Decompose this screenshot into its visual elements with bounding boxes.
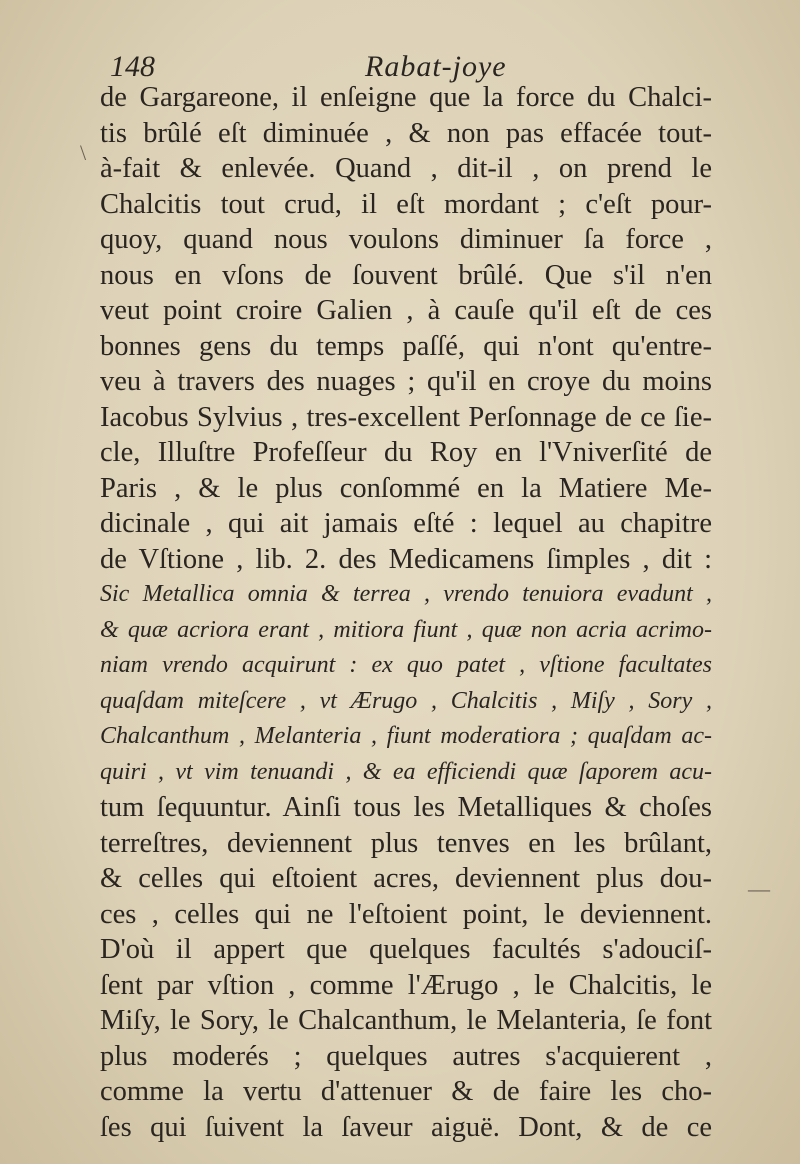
running-title: Rabat-joye <box>365 50 507 83</box>
text-line: de Vſtione , lib. 2. des Medicamens ſimples , dit : <box>100 543 712 575</box>
latin-quote-line: Sic Metallica omnia & terrea , vrendo tenuiora evadunt , <box>100 581 712 607</box>
text-line: de Gargareone, il enſeigne que la force du Chalci- <box>100 82 712 113</box>
text-line: tis brûlé eſt diminuée , & non pas effacée tout- <box>100 117 712 149</box>
text-line: à-fait & enlevée. Quand , dit-il , on prend le <box>100 153 712 184</box>
text-line: Chalcitis tout crud, il eſt mordant ; c'eſt pour- <box>100 188 712 220</box>
text-line: tum ſequuntur. Ainſi tous les Metalliques & choſes <box>100 792 712 823</box>
margin-mark: \ <box>80 140 87 165</box>
latin-quote-line: & quæ acriora erant , mitiora fiunt , quæ non acria acrimo- <box>100 616 712 643</box>
text-line: ſent par vſtion , comme l'Ærugo , le Chalcitis, le <box>100 969 712 1001</box>
text-line: nous en vſons de ſouvent brûlé. Que s'il n'en <box>100 259 712 291</box>
text-line: quoy, quand nous voulons diminuer ſa force , <box>100 224 712 255</box>
text-line: dicinale , qui ait jamais eſté : lequel au chapitre <box>100 508 712 539</box>
page-number: 148 <box>110 50 155 83</box>
text-line: cle, Illuſtre Profeſſeur du Roy en l'Vniverſité de <box>100 437 712 468</box>
text-line: terreſtres, deviennent plus tenves en les brûlant, <box>100 827 712 859</box>
latin-quote-line: Chalcanthum , Melanteria , fiunt moderatiora ; quaſdam ac- <box>100 723 712 749</box>
text-line: Miſy, le Sory, le Chalcanthum, le Melanteria, ſe font <box>100 1005 712 1036</box>
margin-mark: — <box>748 876 770 901</box>
text-line: ſes qui ſuivent la ſaveur aiguë. Dont, & de ce <box>100 1111 712 1143</box>
text-line: Iacobus Sylvius , tres-excellent Perſonnage de ce ſie- <box>100 401 712 433</box>
body-text <box>100 80 712 1145</box>
text-line: ces , celles qui ne l'eſtoient point, le deviennent. <box>100 898 712 930</box>
text-line: Paris , & le plus conſommé en la Matiere Me- <box>100 472 712 504</box>
text-line: comme la vertu d'attenuer & de faire les cho- <box>100 1076 712 1107</box>
latin-quote-line: quaſdam miteſcere , vt Ærugo , Chalcitis , Miſy , Sory , <box>100 687 712 714</box>
text-line: plus moderés ; quelques autres s'acquierent , <box>100 1040 712 1072</box>
text-line: veut point croire Galien , à cauſe qu'il eſt de ces <box>100 295 712 326</box>
text-line: bonnes gens du temps paſſé, qui n'ont qu'entre- <box>100 330 712 362</box>
text-line: veu à travers des nuages ; qu'il en croye du moins <box>100 366 712 397</box>
text-line: & celles qui eſtoient acres, deviennent plus dou- <box>100 863 712 894</box>
latin-quote-line: niam vrendo acquirunt : ex quo patet , vſtione facultates <box>100 652 712 678</box>
text-line: D'où il appert que quelques facultés s'adouciſ- <box>100 934 712 965</box>
latin-quote-line: quiri , vt vim tenuandi , & ea efficiendi quæ ſaporem acu- <box>100 758 712 785</box>
